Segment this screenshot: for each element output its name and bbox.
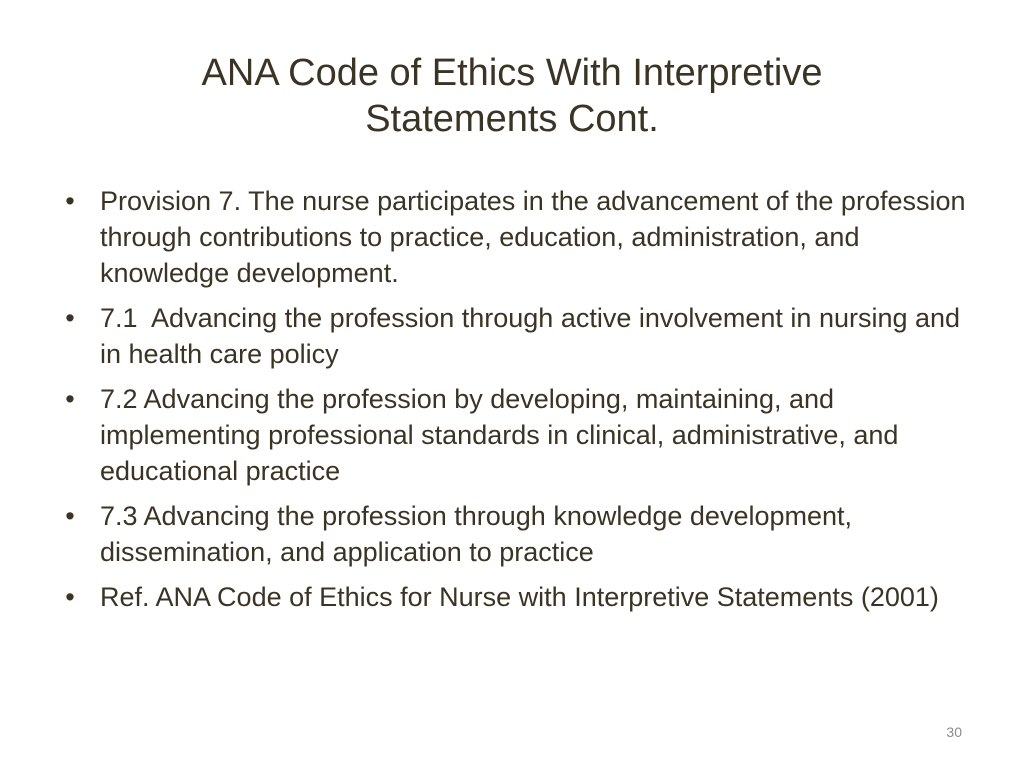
bullet-icon: • xyxy=(65,186,75,216)
bullet-text: 7.2 Advancing the profession by developing, maintaining, and implementing professional standards in clinical, administrative, and educational practice xyxy=(100,384,899,486)
slide-number: 30 xyxy=(946,724,962,740)
bullet-text: 7.1 Advancing the profession through active involvement in nursing and in health care policy xyxy=(100,303,968,369)
bullet-item-7-2 xyxy=(60,381,970,489)
bullet-icon: • xyxy=(65,501,75,531)
bullet-icon: • xyxy=(65,582,75,612)
bullet-list xyxy=(60,183,970,624)
bullet-text: 7.3 Advancing the profession through knowledge development, dissemination, and application to practice xyxy=(100,501,853,567)
bullet-item-provision-7 xyxy=(60,183,970,291)
bullet-item-7-3 xyxy=(60,498,970,570)
bullet-item-reference xyxy=(60,579,970,615)
bullet-icon: • xyxy=(65,384,75,414)
bullet-text: Provision 7. The nurse participates in the advancement of the profession through contributions to practice, education, administration, and knowledge development. xyxy=(100,186,966,288)
slide-title-line-2: Statements Cont. xyxy=(365,98,659,140)
bullet-text: Ref. ANA Code of Ethics for Nurse with Interpretive Statements (2001) xyxy=(100,582,939,612)
slide-title-line-1: ANA Code of Ethics With Interpretive xyxy=(201,52,823,94)
bullet-icon: • xyxy=(65,303,75,333)
slide-title xyxy=(120,50,904,142)
bullet-item-7-1 xyxy=(60,300,970,372)
